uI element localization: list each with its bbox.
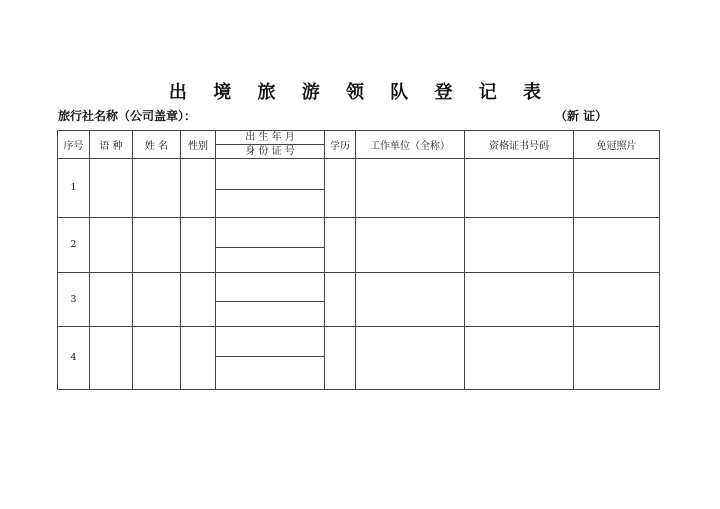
cell-photo[interactable] bbox=[574, 159, 660, 218]
header-birth: 出 生 年 月 bbox=[216, 131, 325, 145]
cell-language[interactable] bbox=[90, 327, 133, 390]
cell-photo[interactable] bbox=[574, 218, 660, 273]
cell-education[interactable] bbox=[325, 273, 356, 327]
cell-language[interactable] bbox=[90, 159, 133, 218]
cell-gender[interactable] bbox=[181, 327, 216, 390]
cell-gender[interactable] bbox=[181, 159, 216, 218]
row-seq-2: 2 bbox=[58, 218, 90, 273]
cell-education[interactable] bbox=[325, 327, 356, 390]
cell-language[interactable] bbox=[90, 218, 133, 273]
header-cert-no: 资格证书号码 bbox=[465, 131, 574, 159]
cell-id-no[interactable] bbox=[216, 248, 325, 273]
header-photo: 免冠照片 bbox=[574, 131, 660, 159]
cell-education[interactable] bbox=[325, 159, 356, 218]
header-language: 语 种 bbox=[90, 131, 133, 159]
header-name: 姓 名 bbox=[133, 131, 181, 159]
cell-photo[interactable] bbox=[574, 327, 660, 390]
cell-cert-no[interactable] bbox=[465, 327, 574, 390]
new-cert-label: （新 证） bbox=[555, 109, 608, 123]
agency-name-label: 旅行社名称（公司盖章）： bbox=[58, 109, 197, 123]
header-seq: 序号 bbox=[58, 131, 90, 159]
cell-birth[interactable] bbox=[216, 218, 325, 248]
cell-name[interactable] bbox=[133, 273, 181, 327]
cell-work-unit[interactable] bbox=[356, 218, 465, 273]
form-title: 出 境 旅 游 领 队 登 记 表 bbox=[168, 82, 552, 103]
row-seq-1: 1 bbox=[58, 159, 90, 218]
header-id-no: 身 份 证 号 bbox=[216, 145, 325, 159]
cell-cert-no[interactable] bbox=[465, 218, 574, 273]
cell-id-no[interactable] bbox=[216, 190, 325, 218]
cell-id-no[interactable] bbox=[216, 357, 325, 390]
cell-birth[interactable] bbox=[216, 159, 325, 190]
cell-cert-no[interactable] bbox=[465, 273, 574, 327]
header-gender: 性别 bbox=[181, 131, 216, 159]
cell-language[interactable] bbox=[90, 273, 133, 327]
cell-gender[interactable] bbox=[181, 273, 216, 327]
cell-id-no[interactable] bbox=[216, 302, 325, 327]
cell-work-unit[interactable] bbox=[356, 327, 465, 390]
row-seq-4: 4 bbox=[58, 327, 90, 390]
cell-birth[interactable] bbox=[216, 327, 325, 357]
cell-name[interactable] bbox=[133, 327, 181, 390]
header-work-unit: 工作单位（全称） bbox=[356, 131, 465, 159]
header-education: 学历 bbox=[325, 131, 356, 159]
cell-birth[interactable] bbox=[216, 273, 325, 302]
cell-photo[interactable] bbox=[574, 273, 660, 327]
cell-name[interactable] bbox=[133, 159, 181, 218]
cell-work-unit[interactable] bbox=[356, 159, 465, 218]
cell-cert-no[interactable] bbox=[465, 159, 574, 218]
cell-education[interactable] bbox=[325, 218, 356, 273]
registration-table bbox=[57, 130, 660, 390]
cell-name[interactable] bbox=[133, 218, 181, 273]
cell-work-unit[interactable] bbox=[356, 273, 465, 327]
row-seq-3: 3 bbox=[58, 273, 90, 327]
cell-gender[interactable] bbox=[181, 218, 216, 273]
